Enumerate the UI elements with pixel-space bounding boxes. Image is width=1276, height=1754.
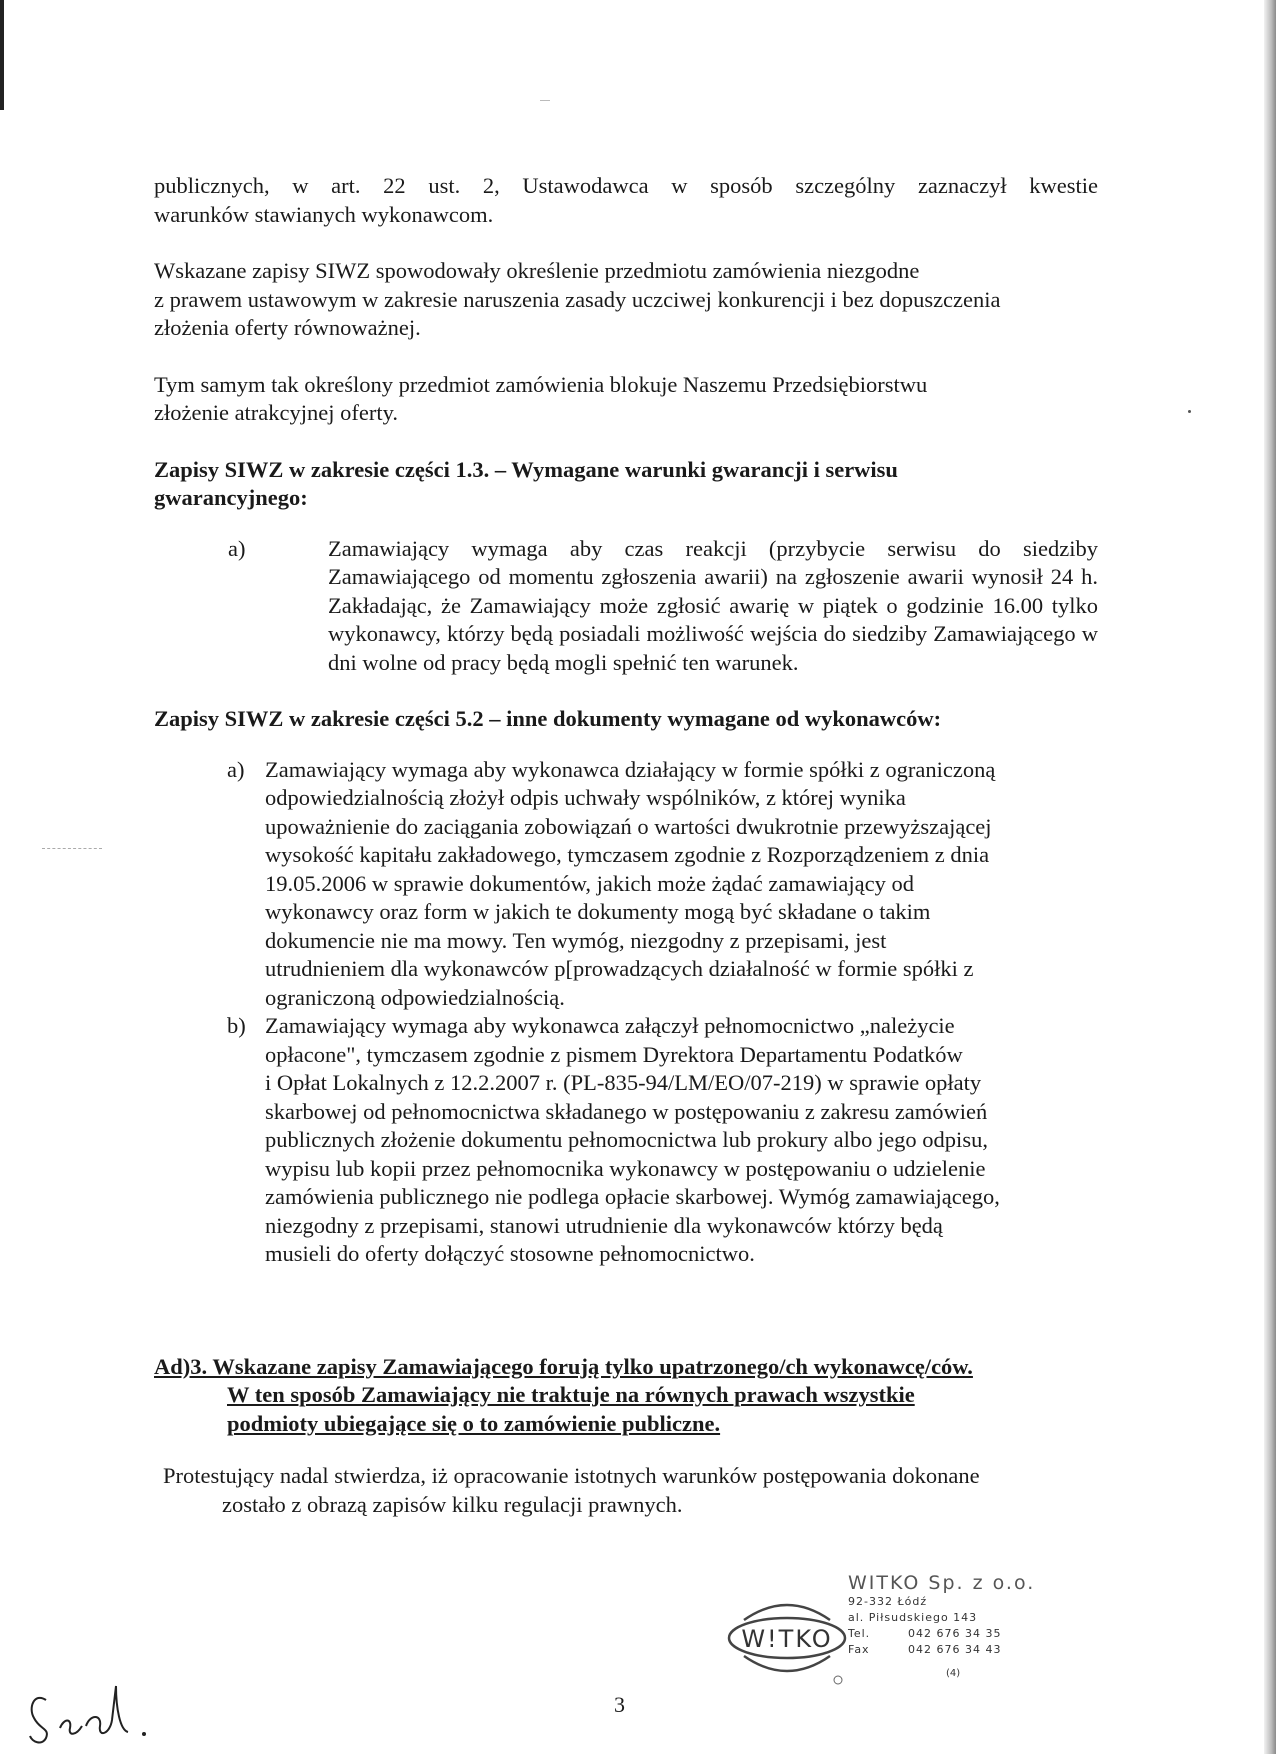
list-item-label: a) <box>227 756 245 782</box>
company-stamp-logo <box>722 1582 852 1694</box>
ad3-line: W ten sposób Zamawiający nie traktuje na równych prawach wszystkie <box>227 1382 915 1407</box>
stamp-tel: 042 676 34 35 <box>908 1627 1002 1640</box>
text-line: Zamawiający wymaga aby wykonawca działający w formie spółki z ograniczoną <box>265 756 996 782</box>
text-line: ograniczoną odpowiedzialnością. <box>265 984 565 1010</box>
text-line: Protestujący nadal stwierdza, iż opracowanie istotnych warunków postępowania dokonane <box>163 1463 980 1488</box>
text-line: publicznych, w art. 22 ust. 2, Ustawodawca w sposób szczególny zaznaczył kwestie <box>154 173 1098 198</box>
section-heading: Zapisy SIWZ w zakresie części 5.2 – inne dokumenty wymagane od wykonawców: <box>154 706 942 731</box>
paragraph-intro <box>154 172 1098 229</box>
list-item <box>227 756 1098 1013</box>
handwritten-signature <box>24 1678 174 1748</box>
text-line: utrudnieniem dla wykonawców p[prowadzących działalność w formie spółki z <box>265 956 974 981</box>
text-line: warunków stawianych wykonawcom. <box>154 201 494 227</box>
document-body <box>154 172 1098 1519</box>
documents-list <box>154 756 1098 1269</box>
list-item <box>154 535 1098 678</box>
scan-dot <box>1188 410 1191 413</box>
scan-edge-left <box>0 0 4 110</box>
scan-dash <box>42 848 102 850</box>
text-line: opłacone", tymczasem zgodnie z pismem Dyrektora Departamentu Podatków <box>265 1041 963 1067</box>
text-line: zamówienia publicznego nie podlega opłacie skarbowej. Wymóg zamawiającego, <box>265 1184 1000 1209</box>
stamp-street: al. Piłsudskiego 143 <box>848 1611 978 1624</box>
text-line: z prawem ustawowym w zakresie naruszenia zasady uczciwej konkurencji i bez dopuszczenia <box>154 286 1001 312</box>
list-item-text: Zamawiający wymaga aby czas reakcji (przybycie serwisu do siedziby Zamawiającego od momentu zgłoszenia awarii) na zgłoszenie awarii wynosił 24 h. Zakładając, że Zamawiający może zgłosić awarię w piątek o godzinie 16.00 tylko wykonawcy, którzy będą posiadali możliwość wejścia do siedziby Zamawiającego w dni wolne od pracy będą mogli spełnić ten warunek. <box>328 535 1098 675</box>
text-line: Zamawiający wymaga aby wykonawca załączył pełnomocnictwo „należycie <box>265 1013 955 1038</box>
text-line: musieli do oferty dołączyć stosowne pełnomocnictwo. <box>265 1241 755 1266</box>
closing-paragraph <box>154 1462 1098 1519</box>
stamp-tel-label: Tel. <box>848 1627 871 1640</box>
text-line: dokumencie nie ma mowy. Ten wymóg, niezgodny z przepisami, jest <box>265 927 887 953</box>
paragraph-siwz-violation <box>154 257 1098 343</box>
list-item-label: a) <box>228 535 246 561</box>
scan-edge-right <box>1264 0 1276 1754</box>
registered-mark-icon <box>834 1676 842 1684</box>
stamp-tel-row <box>848 1626 1048 1642</box>
text-line: wypisu lub kopii przez pełnomocnika wykonawcy w postępowaniu o udzielenie <box>265 1155 986 1181</box>
text-line: wykonawcy oraz form w jakich te dokumenty mogą być składane o takim <box>265 899 931 924</box>
stamp-ref: (4) <box>946 1668 961 1679</box>
stamp-company: WITKO Sp. z o.o. <box>848 1572 1036 1594</box>
text-line: zostało z obrazą zapisów kilku regulacji prawnych. <box>222 1491 683 1517</box>
paragraph-blocking <box>154 371 1098 428</box>
section-ad3 <box>154 1353 1098 1439</box>
section-heading: Zapisy SIWZ w zakresie części 1.3. – Wymagane warunki gwarancji i serwisu <box>154 456 898 482</box>
text-line: Wskazane zapisy SIWZ spowodowały określenie przedmiotu zamówienia niezgodne <box>154 258 920 283</box>
text-line: publicznych złożenie dokumentu pełnomocnictwa lub prokury albo jego odpisu, <box>265 1127 988 1152</box>
company-stamp-details <box>848 1572 1048 1679</box>
text-line: skarbowej od pełnomocnictwa składanego w postępowaniu z zakresu zamówień <box>265 1098 988 1124</box>
text-line: wysokość kapitału zakładowego, tymczasem zgodnie z Rozporządzeniem z dnia <box>265 842 990 867</box>
text-line: 19.05.2006 w sprawie dokumentów, jakich może żądać zamawiający od <box>265 870 914 896</box>
list-item-label: b) <box>227 1013 246 1038</box>
section-documents <box>154 705 1098 1269</box>
text-line: Tym samym tak określony przedmiot zamówienia blokuje Naszemu Przedsiębiorstwu <box>154 371 928 397</box>
text-line: upoważnienie do zaciągania zobowiązań o wartości dwukrotnie przewyższającej <box>265 813 992 839</box>
scan-mark <box>540 100 550 101</box>
list-item <box>227 1012 1098 1269</box>
ad3-line: Ad)3. Wskazane zapisy Zamawiającego forują tylko upatrzonego/ch wykonawcę/ców. <box>154 1353 973 1379</box>
section-warranty <box>154 456 1098 678</box>
text-line: i Opłat Lokalnych z 12.2.2007 r. (PL-835-94/LM/EO/07-219) w sprawie opłaty <box>265 1070 982 1095</box>
stamp-fax: 042 676 34 43 <box>908 1643 1002 1656</box>
text-line: odpowiedzialnością złożył odpis uchwały wspólników, z której wynika <box>265 785 906 810</box>
ad3-line: podmioty ubiegające się o to zamówienie publiczne. <box>227 1410 721 1436</box>
page-number: 3 <box>614 1692 625 1717</box>
stamp-fax-label: Fax <box>848 1643 870 1656</box>
text-line: niezgodny z przepisami, stanowi utrudnienie dla wykonawców którzy będą <box>265 1212 943 1238</box>
text-line: złożenie atrakcyjnej oferty. <box>154 400 399 425</box>
stamp-logo-text: W!TKO <box>741 1625 833 1653</box>
section-heading: gwarancyjnego: <box>154 485 308 510</box>
stamp-fax-row <box>848 1642 1048 1658</box>
stamp-postal: 92-332 Łódź <box>848 1595 928 1608</box>
text-line: złożenia oferty równoważnej. <box>154 315 421 340</box>
